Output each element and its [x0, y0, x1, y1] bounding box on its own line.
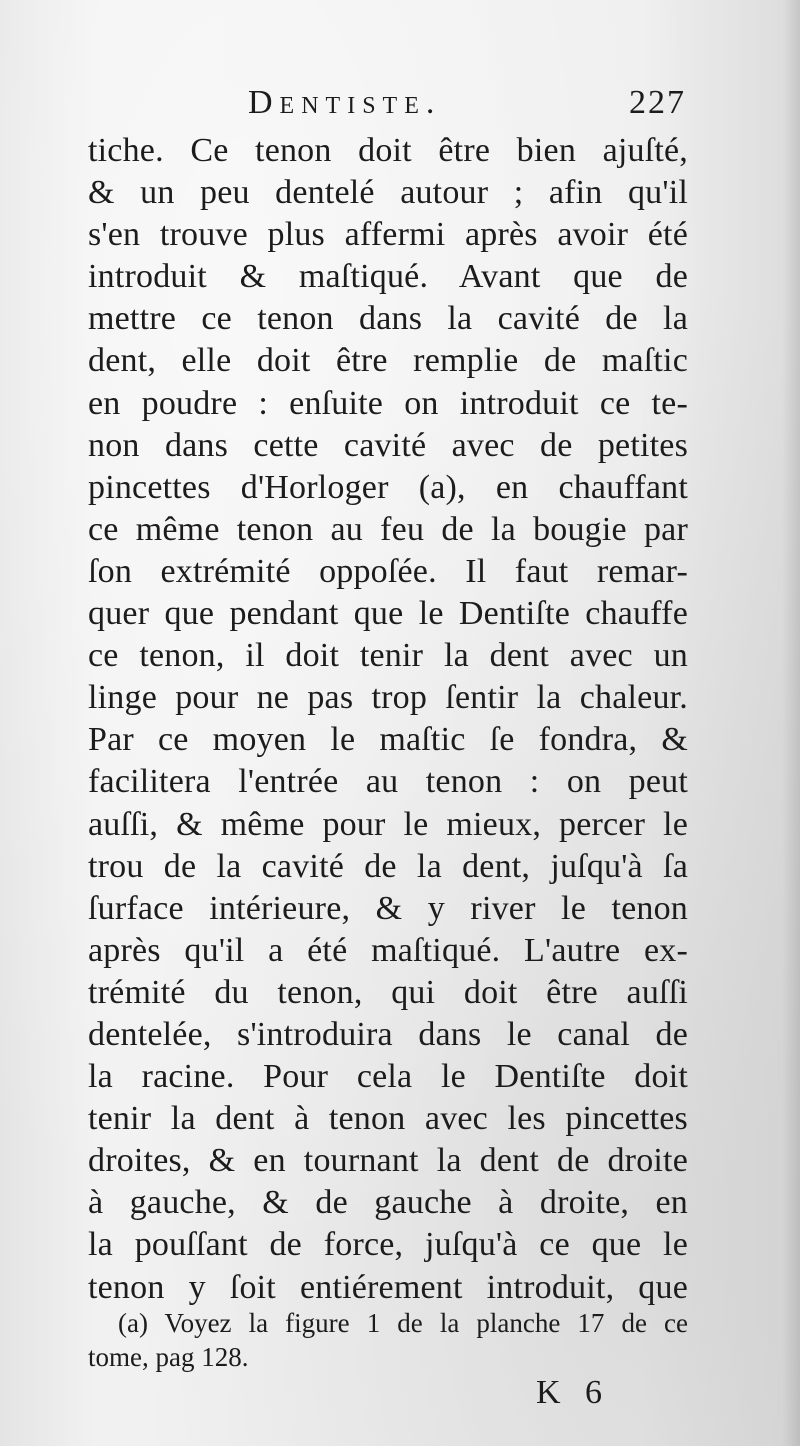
text-line: ce tenon, il doit tenir la dent avec un [88, 637, 688, 675]
text-line: quer que pendant que le Dentiſte chauffe [88, 595, 688, 633]
text-line: en poudre : enſuite on introduit ce te- [88, 384, 688, 422]
text-line: à gauche, & de gauche à droite, en [88, 1184, 688, 1222]
text-line: mettre ce tenon dans la cavité de la [88, 300, 688, 338]
text-line: la pouſſant de force, juſqu'à ce que le [88, 1226, 688, 1264]
signature-mark: K 6 [536, 1374, 611, 1411]
text-line: s'en trouve plus affermi après avoir été [88, 216, 688, 254]
page-number: 227 [629, 84, 686, 121]
text-line: non dans cette cavité avec de petites [88, 426, 688, 464]
text-line: ce même tenon au feu de la bougie par [88, 510, 688, 548]
footnote-line: (a) Voyez la figure 1 de la planche 17 de ce [118, 1308, 688, 1338]
text-line: facilitera l'entrée au tenon : on peut [88, 763, 688, 801]
text-line: tenir la dent à tenon avec les pincettes [88, 1100, 688, 1138]
text-line: trémité du tenon, qui doit être auſſi [88, 973, 688, 1011]
text-line: ſurface intérieure, & y river le tenon [88, 889, 688, 927]
text-line: tenon y ſoit entiérement introduit, que [88, 1268, 688, 1306]
text-line: Par ce moyen le maſtic ſe fondra, & [88, 721, 688, 759]
footnote [88, 1306, 688, 1374]
text-line: après qu'il a été maſtiqué. L'autre ex- [88, 931, 688, 969]
text-line: linge pour ne pas trop ſentir la chaleur. [88, 679, 688, 717]
text-line: dent, elle doit être remplie de maſtic [88, 342, 688, 380]
text-line: dentelée, s'introduira dans le canal de [88, 1015, 688, 1053]
text-line: tiche. Ce tenon doit être bien ajuſté, [88, 132, 688, 169]
text-line: introduit & maſtiqué. Avant que de [88, 258, 688, 296]
page-edge-shadow [782, 0, 800, 1446]
text-line: pincettes d'Horloger (a), en chauffant [88, 468, 688, 506]
page-header [88, 78, 688, 128]
text-line: la racine. Pour cela le Dentiſte doit [88, 1058, 688, 1096]
text-line: auſſi, & même pour le mieux, percer le [88, 805, 688, 843]
text-line: trou de la cavité de la dent, juſqu'à ſa [88, 847, 688, 885]
text-line: & un peu dentelé autour ; afin qu'il [88, 174, 688, 212]
body-text [88, 130, 688, 1309]
text-line: ſon extrémité oppoſée. Il faut remar- [88, 552, 688, 590]
running-head: Dentiste. [248, 84, 442, 121]
text-line: droites, & en tournant la dent de droite [88, 1142, 688, 1180]
footnote-line: tome, pag 128. [88, 1342, 249, 1372]
